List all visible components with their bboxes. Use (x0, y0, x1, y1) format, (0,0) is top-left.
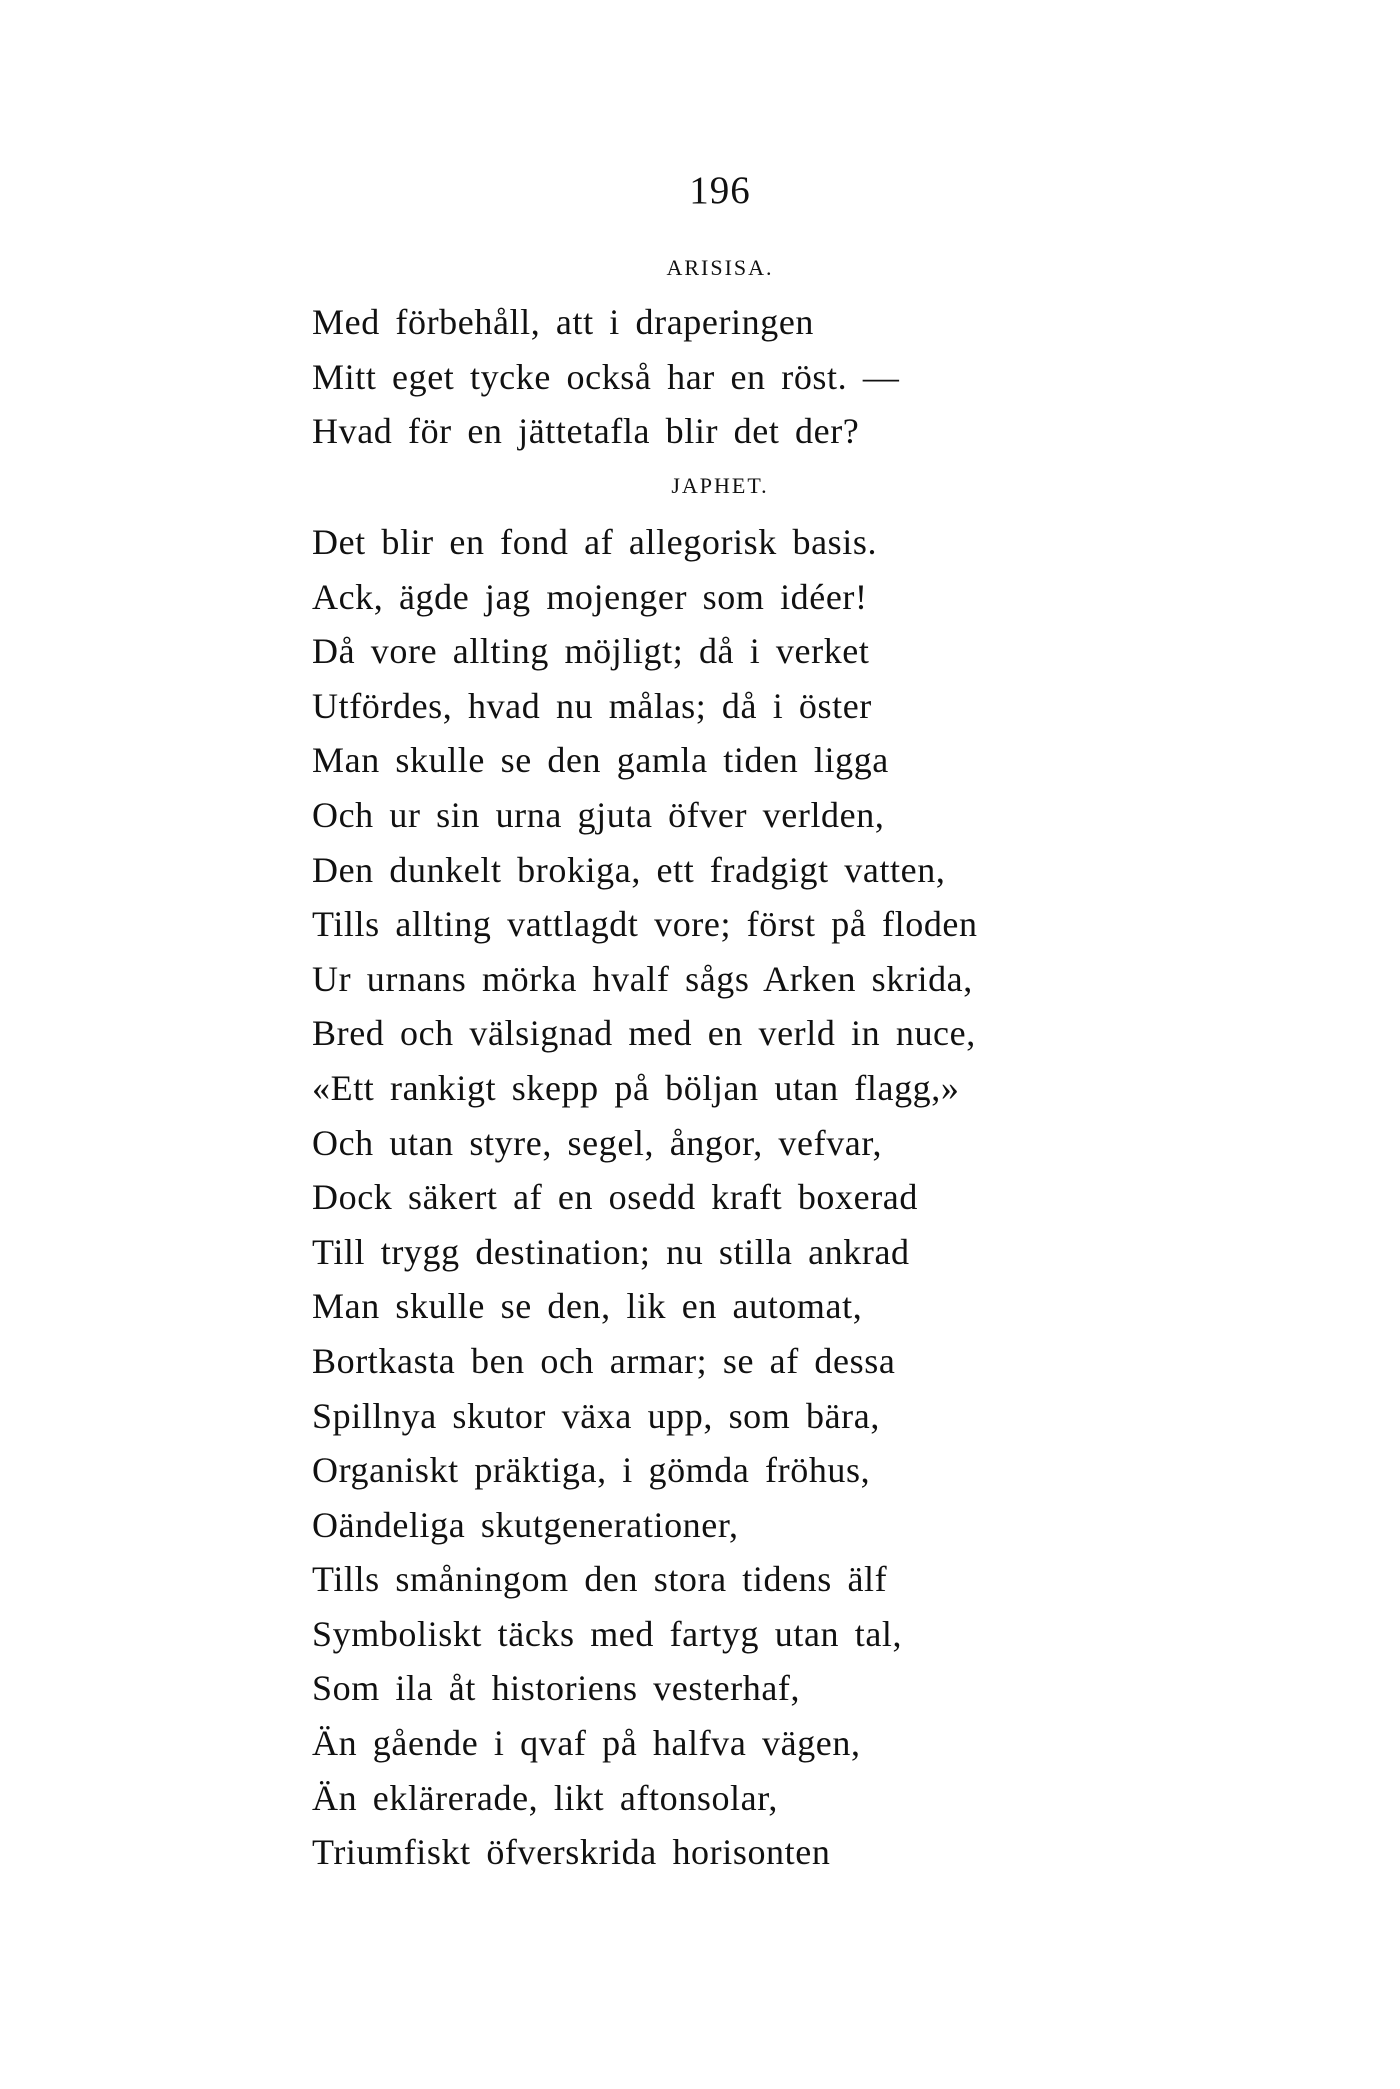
verse-line: Utfördes, hvad nu målas; då i öster (312, 685, 872, 726)
verse-line: Symboliskt täcks med fartyg utan tal, (312, 1613, 903, 1654)
verse-line: Dock säkert af en osedd kraft boxerad (312, 1177, 918, 1218)
page-number: 196 (689, 169, 751, 212)
verse-line: Det blir en fond af allegorisk basis. (312, 522, 878, 562)
verse-line: Bred och välsignad med en verld in nuce, (312, 1013, 976, 1054)
verse-line: Till trygg destination; nu stilla ankrad (312, 1231, 910, 1272)
verse-line: Tills småningom den stora tidens älf (312, 1559, 888, 1600)
verse-line: Ur urnans mörka hvalf sågs Arken skrida, (312, 958, 973, 999)
verse-line: «Ett rankigt skepp på böljan utan flagg,» (312, 1067, 960, 1108)
verse-line: Ack, ägde jag mojenger som idéer! (312, 576, 868, 617)
verse-line: Hvad för en jättetafla blir det der? (312, 411, 860, 452)
verse-line: Då vore allting möjligt; då i verket (312, 631, 870, 672)
verse-line: Bortkasta ben och armar; se af dessa (312, 1340, 896, 1381)
verse-line: Mitt eget tycke också har en röst. — (312, 356, 900, 397)
verse-block (312, 295, 899, 459)
speaker-name: ARISISA. (666, 255, 774, 280)
verse-line: Man skulle se den gamla tiden ligga (312, 740, 889, 781)
verse-line: Än eklärerade, likt aftonsolar, (312, 1777, 778, 1818)
speaker-name: JAPHET. (671, 473, 769, 498)
verse-line: Spillnya skutor växa upp, som bära, (312, 1395, 880, 1436)
verse-line: Med förbehåll, att i draperingen (312, 302, 815, 342)
verse-line: Tills allting vattlagdt vore; först på floden (312, 904, 978, 945)
verse-line: Som ila åt historiens vesterhaf, (312, 1668, 801, 1709)
verse-line: Och utan styre, segel, ångor, vefvar, (312, 1122, 883, 1163)
verse-block (312, 515, 978, 1880)
verse-line: Oändeliga skutgenerationer, (312, 1504, 739, 1545)
verse-line: Och ur sin urna gjuta öfver verlden, (312, 794, 885, 835)
verse-line: Organiskt präktiga, i gömda fröhus, (312, 1450, 871, 1491)
verse-line: Den dunkelt brokiga, ett fradgigt vatten, (312, 849, 946, 890)
verse-line: Triumfiskt öfverskrida horisonten (312, 1832, 831, 1873)
verse-line: Man skulle se den, lik en automat, (312, 1286, 863, 1327)
verse-line: Än gående i qvaf på halfva vägen, (312, 1723, 861, 1764)
